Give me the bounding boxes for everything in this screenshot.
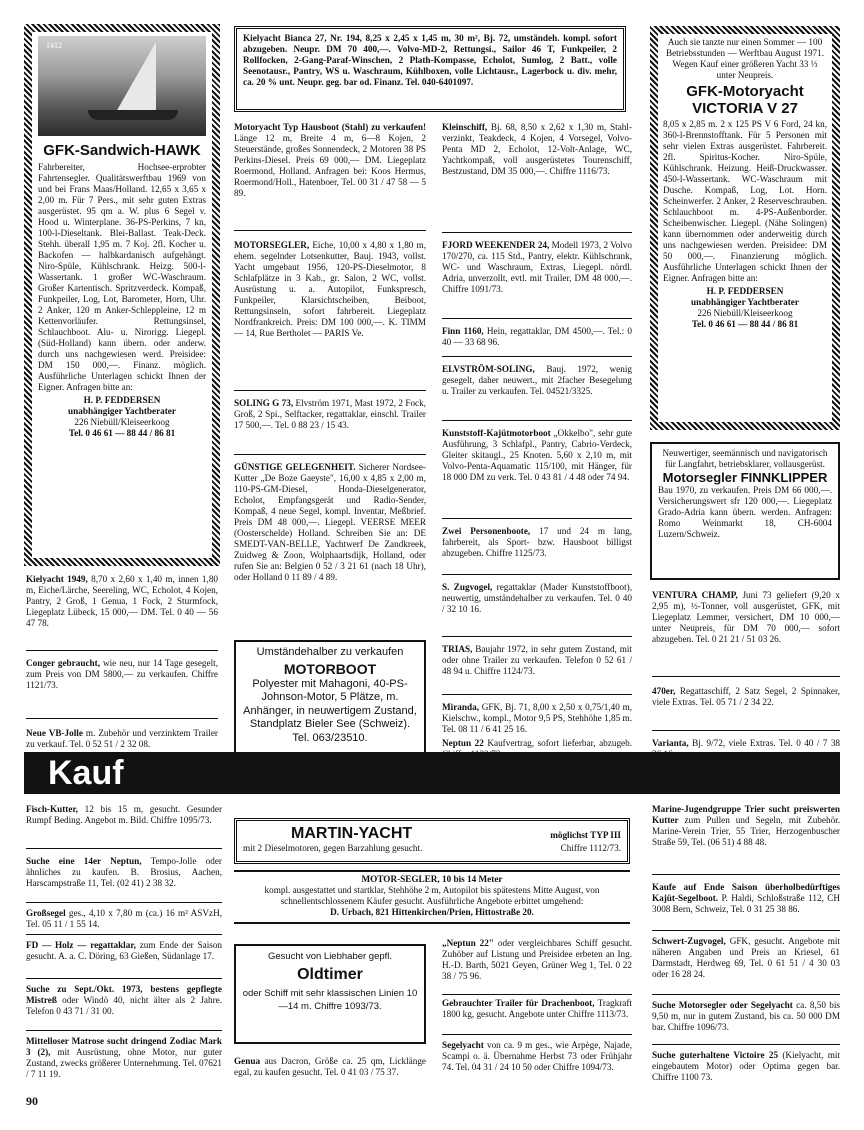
kleinschiff-text: Bj. 68, 8,50 x 2,62 x 1,30 m, Stahl-verzinkt, Teakdeck, 4 Kojen, 4 Vorsegel, Volvo-Penta MD 2, Echolot, 12-Volt-Anlage, WC, Yachtkompaß, voll ausgerüstetes Tourenschiff, Bestzustand, DM 35 000,—. Chiffre 1116/73. [442,122,632,176]
motorsegler-text: Eiche, 10,00 x 4,80 x 1,80 m, ehem. segelnder Lotsenkutter, Bauj. 1943, vollst. Yacht umgebaut 1956, 120-PS-Dieselmotor, 8 Schlafplätze in 3 Kab., gr. Salon, 2 WC, vollst. Ausrüstung u. a. Autopilot, Funkspresch, Funkpeiler, Klarsichtscheiben, Beiboot, Rettungsinseln, sofort fahrbereit. Liegeplatz Nordfrankreich. Preis: DM 100 000,—. K. TIMM — 14, Rue Bertholet — PARIS Ve. [234,240,427,338]
mitteloser-text: mit Ausrüstung, ohne Motor, nur guter Zustand, zwecks größerer Unternehmung. Tel. 07621 / 7 11 19. [26,1047,223,1079]
470er-ad [652,686,840,708]
hawk-agent-role: unabhängiger Yachtberater [68,406,176,416]
kunststoff-text: „Okkelbo", sehr gute Ausführung, 3 Schlafpl., Pantry, Cabrio-Verdeck, Gleiter skitaugl., 25 Knoten. 5,60 x 2,10 m, mit Volvo-Penta-Aquamatic 115/100, mit Hänger, für 18 000 DM zu verk. Tel. 0 43 81 / 4 48 oder 74 94. [442,428,632,482]
varianta-head: Varianta, [652,738,689,748]
zwei-ad [442,526,632,559]
hawk-agent-address: 226 Niebüll/Kleiseerkoog [74,417,170,427]
victoria-intro: Auch sie tanzte nur einen Sommer — 100 Betriebsstunden — Werftbau August 1971. Wegen Kauf einer größeren Yacht 33 ⅓ unter Neupreis. [665,37,825,80]
fjord-head: FJORD WEEKENDER 24, [442,240,550,250]
neptun14-text: Tempo-Jolle oder ähnliches zu kaufen. B. Brosius, Aachen, Harscampstraße 11, Tel. (02 41) 2 38 32. [26,856,222,888]
kajuet-text: P. Haldi, Schloßstraße 112, CH 3008 Bern, Schweiz, Tel. 0 31 25 38 86. [652,893,840,914]
victoria-agent-address: 226 Niebüll/Kleiseerkoog [697,308,793,318]
zwei-text: 17 und 24 m lang, fahrbereit, als Sport- bzw. Hausboot billigst abzugeben. Chiffre 1125/73. [442,526,633,558]
kleinschiff-ad [442,122,632,177]
genua-text: aus Dacron, Größe ca. 25 qm, Licklänge egal, zu kaufen gesucht. Tel. 0 41 03 / 75 37. [234,1056,427,1077]
fischkutter-text: 12 bis 15 m, gesucht. Gesunder Rumpf Beding. Angebot m. Bild. Chiffre 1095/73. [26,804,223,825]
guenstige-ad [234,462,426,583]
marine-head: Marine-Jugendgruppe Trier sucht preiswerten Kutter [652,804,840,825]
kielyacht1949-text: 8,70 x 2,60 x 1,40 m, innen 1,80 m, Eiche/Lärche, Seereling, WC, Echolot, 4 Kojen, Pantry, 2 Groß, 1 Genua, 1 Fock, 2 Sturmfock, Liegeplatz Lübeck, 15 000,— DM. Tel. 0 40 — 56 47 78. [26,574,219,628]
soling-ad [234,398,426,431]
sailboat-photo [38,36,206,136]
motorsegler-ad [234,240,426,339]
kajuet-head: Kaufe auf Ende Saison überholbedürftiges Kajüt-Segelboot. [652,882,840,903]
fd-head: FD — Holz — regattaklar, [26,940,136,950]
trailer-text: Tragkraft 1800 kg, gesucht. Angebote unter Chiffre 1113/73. [442,998,632,1019]
oldtimer-text: oder Schiff mit sehr klassischen Linien 10—14 m. Chiffre 1093/73. [242,988,418,1012]
zugvogel-such-ad [652,936,840,980]
segelyacht-text: von ca. 9 m ges., wie Arpège, Najade, Scampi o. ä. Übernahme Herbst 73 oder Frühjahr 74. Tel. 04 31 / 24 10 50 oder Chiffre 1094/73. [442,1040,633,1072]
soling-head: SOLING G 73, [234,398,294,408]
martin-title: MARTIN-YACHT [291,825,413,842]
hausboot-ad [234,122,426,199]
victoria-body: 8,05 x 2,85 m. 2 x 125 PS V 6 Ford, 24 kn, 360-l-Brennstofftank. Für 5 Personen mit sehr vielen Extras ausgerüstet. Fahrbereit. 2fl. Spiritus-Kocher. Niro-Spüle, Kühlschrank. Heizung. Heiß-Druckwasser. 450-l-Wassertank. WC-Waschraum mit Dusche. Kompaß, Log, Lot. Horn. Scheinwerfer. 2 Anker, 2 Reserveschrauben. Schlauchboot m. 4-PS-Außenborder. Scheibenwischer. Liegepl. (Nähe Solingen) kann übernommen oder anderweitig durch uns nachgewiesen werden. Preisidee: DM 50 000,—. Finanzierung möglich. Ausführliche Unterlagen schickt Ihnen der Eigner. Anfragen bitte an: [663,119,827,283]
hausboot-text: Länge 12 m, Breite 4 m, 6—8 Kojen, 2 Steuerstände, großes Sonnendeck, 2 Motoren 38 PS Perkins-Diesel. Preis 69 000,— DM. Liegeplatz Roermond, Holland. Anfragen bei: Koos Hermus, Roermond/Holl., Hatenboer, Tel. 00 31 / 47 58 — 5 89. [234,133,426,198]
elvstroem-ad [442,364,632,397]
soling-text: Elvström 1971, Mast 1972, 2 Fock, Groß, 2 Spi., Selftacker, regattaklar, einschl. Trailer 17 500,—. Tel. 0 88 23 / 15 43. [234,398,427,430]
ventura-text: Juni 73 geliefert (9,20 x 2,95 m), ½-Tonner, voll ausgerüstet, GFK, mit Liegeplatz Lemmer, versichert, DM 10 000,— unter Neupreis, für DM 70 000,— sofort abzugeben. Tel. 0 21 21 / 51 03 26. [652,590,841,644]
conger-text: wie neu, nur 14 Tage gesegelt, zum Preis von DM 5800,— zu verkaufen. Chiffre 1121/73. [26,658,219,690]
motorsegler-such-ad [234,870,630,924]
genua-ad [234,1056,426,1078]
boat-number: 1412 [46,41,62,50]
grosssegel-ad [26,908,222,930]
grosssegel-head: Großsegel [26,908,66,918]
mistress-text: oder Windö 40, nicht älter als 2 Jahre. Telefon 0 43 71 / 31 00. [26,995,223,1016]
finnklipper-title: Motorsegler FINNKLIPPER [662,470,828,485]
hawk-body: Fahrbereiter, Hochsee-erprobter Fahrtensegler. Qualitätswerftbau 1969 von und bei Frans Maas/Holland. 12,65 x 3,65 x 2,00 m. Für 7 Pers., mit sehr guten Extras ausgerüstet. 95 qm a. W. plus 6 Segel v. Hood u. Winterplane. 36-PS-Perkins, 7 kn, 100-l-Dieseltank. Blei-Ballast. Teak-Deck. Stehh. überall 1,95 m. 7 Koj. 2fl. Kocher u. Backofen — halbkardanisch aufgehängt. Niro-Spüle, Kühlschrank. Heizg. 500-l-Wassertank. 1 großer WC-Waschraum. Großer Kartentisch. Spritzverdeck. Kompaß, Funkpeiler, Log, Lot, Barometer, Horn, Uhr. 2 Anker, 120 m Anker-Schleppleine, 12 m Kettenvorläufer. Rettungsinsel, Schlauchboot. Alu- u. Nirorigg. Liegepl. (Süd-Holland) kann übern. oder anderw. durch uns nachgewiesen werd. Preisidee: DM 150 000,—. Finanz. möglich. Ausführliche Unterlagen schickt Ihnen der Eigner. Anfragen bitte an: [38,162,206,392]
trailer-ad [442,998,632,1020]
neptun-head: Neptun 22 [442,738,484,748]
mistress-ad [26,984,222,1017]
neptun-above-banner [442,738,633,759]
vbjolle-text: m. Zubehör und verzinktem Trailer zu verkauf. Tel. 0 52 51 / 2 32 08. [26,728,218,749]
elvstroem-head: ELVSTRÖM-SOLING, [442,364,535,374]
kielyacht1949-head: Kielyacht 1949, [26,574,88,584]
motorboot-intro: Umständehalber zu verkaufen [256,646,404,658]
guenstige-head: GÜNSTIGE GELEGENHEIT. [234,462,356,472]
neptun22-ad [442,938,632,982]
kunststoff-head: Kunststoff-Kajütmotorboot [442,428,551,438]
victoria-agent-tel: Tel. 0 46 61 — 88 44 / 86 81 [691,319,799,329]
hawk-agent-tel: Tel. 0 46 61 — 88 44 / 86 81 [68,428,176,438]
470er-text: Regattaschiff, 2 Satz Segel, 2 Spinnaker, viele Extras. Tel. 05 71 / 2 34 22. [652,686,840,707]
trias-text: Baujahr 1972, in sehr gutem Zustand, mit oder ohne Trailer zu verkaufen. Telefon 0 52 61 / 48 94 u. Chiffre 1124/73. [442,644,633,676]
segelyacht-ad [442,1040,632,1073]
bianca-text: Kielyacht Bianca 27, Nr. 194, 8,25 x 2,45 x 1,45 m, 30 m², Bj. 72, umständeh. kompl. sofort abzugeben. Neupr. DM 70 400,—. Volvo-MD-2, Rettungsi., Sailor 46 T, Funkpeiler, 2 Rollfocken, 2-Gang-Paraf-Winschen, 2 Plath-Kompasse, Echolot, Sumlog, 2 Batt., volle Seenotausr., Pantry, WS u. Waschraum, Kühlboxen, volle Lichtausr., Lagerbock u. div. mehr, ca. 20 % unt. Neupr. geg. bar od. Finanz. Tel. 040-6401097. [243,33,617,87]
motorboot-text: Polyester mit Mahagoni, 40-PS-Johnson-Motor, 5 Plätze, m. Anhänger, in neuwertigem Zustand, Standplatz Bieler See (Schweiz). Tel. 063/23510. [243,677,417,744]
hausboot-head: Motoryacht Typ Hausboot (Stahl) zu verkaufen! [234,122,426,132]
varianta-text: Bj. 9/72, viele Extras. Tel. 0 40 / 7 38 36 16. [652,738,841,759]
fd-ad [26,940,222,962]
motorsegler-head: MOTORSEGLER, [234,240,310,250]
guenstige-text: Sicherer Nordsee-Kutter „De Boze Gaeyste", 16,00 x 4,85 x 2,00 m, 110-PS-GM-Diesel, Honda-Dieselgenerator, Echolot, Empfangsgerät und Radio-Sender, Kompaß, 4 neue Segel, kompl. Inventar, Meßbrief. Preis DM 48 000,—. Liegepl. VEERSE MEER (Oosterschelde) Holland. Schreiben Sie an: DE SMEDT-VAN-BELLE, Yachtwerf De Zandkreek, Zuidweg & Zoon, Wolphaartsdijk, Holland, oder rufen Sie an: Belgien 0 52 / 3 21 61 (nach 18 Uhr), oder Holland 0 11 89 / 4 89. [234,462,426,582]
bianca-ad [234,26,626,112]
motorsegler-klein-head: Suche Motorsegler oder Segelyacht [652,1000,793,1010]
victoire-head: Suche guterhaltene Victoire 25 [652,1050,779,1060]
motorboot-ad [234,640,426,758]
kielyacht1949-ad [26,574,218,629]
victoire-text: (Kielyacht, mit eingebautem Motor) oder Optima gegen bar. Chiffre 1100 73. [652,1050,841,1082]
motorsegler-klein-text: ca. 8,50 bis 9,50 m, nur in gutem Zustand, bis ca. 50 000 DM bar. Chiffre 1096/73. [652,1000,841,1032]
victoria-agent-name: H. P. FEDDERSEN [706,286,784,296]
miranda-ad [442,702,632,735]
varianta-ad [652,738,841,759]
hawk-ad [24,24,220,566]
neptun22-text: oder vergleichbares Schiff gesucht. Zuhöber auf Listung und Preisidee erbeten an Ing. H.-D. Barth, 5021 Geyen, Grüner Weg 1, Tel. 0 22 38 / 75 96. [442,938,633,981]
zugvogel-head: S. Zugvogel, [442,582,493,592]
marine-ad [652,804,840,848]
mitteloser-ad [26,1036,222,1080]
fjord-ad [442,240,632,295]
zugvogel-ad [442,582,632,615]
fjord-text: Modell 1973, 2 Volvo 170/270, ca. 115 Std., Pantry, elektr. Kühlschrank, WC- und Waschraum, Extras, Liegepl. nördl. Adria, unverzollt, evtl. mit Trailer, DM 48 000,—. Chiffre 1091/73. [442,240,632,294]
mistress-head: Suche zu Sept./Okt. 1973, bestens gepflegte Mistreß [26,984,222,1005]
hawk-agent-name: H. P. FEDDERSEN [83,395,161,405]
neptun14-head: Suche eine 14er Neptun, [26,856,142,866]
oldtimer-title: Oldtimer [297,966,363,983]
motorsegler-klein-ad [652,1000,840,1033]
finn-ad [442,326,632,348]
miranda-text: GFK, Bj. 71, 8,00 x 2,50 x 0,75/1,40 m, Kielschw., kompl., Motor 9,5 PS, Stehhöhe 1,85 m. Tel. 08 11 / 6 41 25 16. [442,702,633,734]
finn-text: Hein, regattaklar, DM 4500,—. Tel.: 0 40 — 33 68 96. [442,326,633,347]
mitteloser-head: Mittelloser Matrose sucht dringend Zodiac Mark 3 (2), [26,1036,222,1057]
page-number: 90 [26,1094,38,1108]
oldtimer-ad [234,944,426,1044]
ventura-ad [652,590,840,645]
vbjolle-ad [26,728,218,750]
kleinschiff-head: Kleinschiff, [442,122,488,132]
motorsegler-such-contact: D. Urbach, 821 Hittenkirchen/Prien, Hittostraße 20. [330,907,534,917]
motorboot-title: MOTORBOOT [283,660,377,677]
miranda-head: Miranda, [442,702,480,712]
zwei-head: Zwei Personenboote, [442,526,531,536]
fischkutter-ad [26,804,222,826]
victoria-ad [650,26,840,430]
470er-head: 470er, [652,686,676,696]
victoria-agent-role: unabhängiger Yachtberater [691,297,799,307]
finn-head: Finn 1160, [442,326,484,336]
hawk-title: GFK-Sandwich-HAWK [43,142,201,159]
martin-chiffre: Chiffre 1112/73. [560,843,621,853]
martin-subtitle: mit 2 Dieselmotoren, gegen Barzahlung gesucht. [243,843,423,853]
zugvogel-such-head: Schwert-Zugvogel, [652,936,726,946]
victoire-ad [652,1050,840,1083]
martin-type: möglichst TYP III [550,830,621,840]
elvstroem-text: Bauj. 1972, wenig gesegelt, daher neuwert., mit 2facher Besegelung u. Trailer zu verkaufen. Tel. 04521/3325. [442,364,633,396]
conger-head: Conger gebraucht, [26,658,100,668]
zugvogel-such-text: GFK, gesucht. Angebote mit näheren Angaben und Preis an Kriesel, 61 Darmstadt, Herdweg 69, Tel. 0 61 51 / 4 30 03 oder 16 28 24. [652,936,840,979]
genua-head: Genua [234,1056,261,1066]
kajuet-ad [652,882,840,915]
neptun22-head: „Neptun 22" [442,938,494,948]
martin-yacht-ad [234,818,630,864]
finnklipper-intro: Neuwertiger, seemännisch und navigatorisch für Langfahrt, betriebsklarer, vollausgerüst. [662,448,828,469]
neptun-text: Kaufvertrag, sofort lieferbar, abzugeb. Chiffre 1122/73. [442,738,633,759]
trias-ad [442,644,632,677]
vbjolle-head: Neue VB-Jolle [26,728,83,738]
trias-head: TRIAS, [442,644,473,654]
motorsegler-such-head: MOTOR-SEGLER, 10 bis 14 Meter [361,874,503,884]
finnklipper-ad [650,442,840,580]
fischkutter-head: Fisch-Kutter, [26,804,78,814]
kunststoff-ad [442,428,632,483]
segelyacht-head: Segelyacht [442,1040,484,1050]
neptun14-ad [26,856,222,889]
trailer-head: Gebrauchter Trailer für Drachenboot, [442,998,595,1008]
victoria-title: GFK-Motoryacht VICTORIA V 27 [686,83,804,117]
marine-text: zum Pullen und Segeln, mit Zubehör. Marine-Verein Trier, 55 Trier, Herzogenbuscher Straße 59, Tel. (06 51) 4 88 48. [652,815,841,847]
finnklipper-text: Bau 1970, zu verkaufen. Preis DM 66 000,—. Versicherungswert sfr 120 000,—. Liegeplatz Grado-Adria kann übern. werden. Anfragen: Romo Weinmarkt 18, CH-6004 Luzern/Schweiz. [658,485,832,539]
conger-ad [26,658,218,691]
motorsegler-such-text: kompl. ausgestattet und startklar, Stehhöhe 2 m, Autopilot bis spätestens Mitte August, von schnellentschlossenem Käufer gesucht. Ausführliche Angebote erbittet umgehend: [264,885,600,906]
oldtimer-intro: Gesucht von Liebhaber gepfl. [267,951,393,962]
kauf-heading: Kauf [24,752,840,794]
grosssegel-text: ges., 4,10 x 7,80 m (ca.) 16 m² ASVzH, Tel. 05 11 / 1 55 14. [26,908,223,929]
fd-text: zum Ende der Saison gesucht. A. a. C. Döring, 63 Gießen, Südanlage 17. [26,940,223,961]
ventura-head: VENTURA CHAMP, [652,590,738,600]
zugvogel-text: regattaklar (Mader Kunststoffboot), neuwertig, umständehalber zu verkaufen. Tel. 0 40 / 32 10 16. [442,582,633,614]
